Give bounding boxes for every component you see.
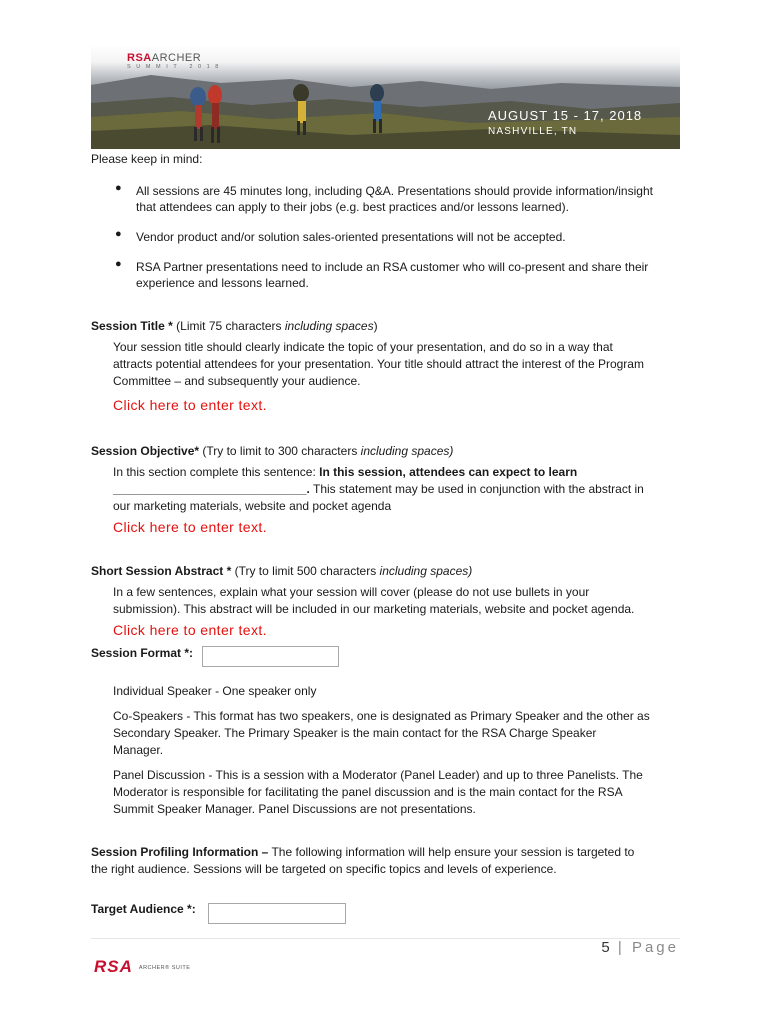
footer-logo-sub: ARCHER® SUITE xyxy=(138,965,191,971)
short-abstract-label: Short Session Abstract * xyxy=(91,564,232,578)
format-option-panel-1: Panel Discussion - This is a session with a Moderator (Panel Leader) and up to three Panelists. The xyxy=(113,768,643,782)
short-abstract-heading xyxy=(91,563,472,580)
session-title-desc-3: Committee – and subsequently your audience. xyxy=(113,374,361,388)
profiling-line-1 xyxy=(91,844,634,861)
session-objective-input[interactable]: Click here to enter text. xyxy=(113,519,267,535)
footer-divider xyxy=(91,938,680,939)
page-number xyxy=(601,939,679,956)
session-title-desc-2: attracts potential attendees for your presentation. Your title should attract the interest of the Program xyxy=(113,357,644,371)
event-location: NASHVILLE, TN xyxy=(488,126,578,137)
session-format-field[interactable] xyxy=(202,646,339,667)
format-option-cospeakers-3: Manager. xyxy=(113,743,164,757)
bullet-icon: ● xyxy=(115,258,122,270)
bullet-icon: ● xyxy=(115,182,122,194)
format-option-individual: Individual Speaker - One speaker only xyxy=(113,684,317,698)
session-objective-note: (Try to limit to 300 characters xyxy=(199,444,361,458)
session-objective-note-italic: including spaces) xyxy=(360,444,454,458)
bullet-3-line-1: RSA Partner presentations need to include an RSA customer who will co-present and share their xyxy=(136,260,649,274)
logo-archer-text: ARCHER xyxy=(151,52,202,64)
bullet-1-line-1: All sessions are 45 minutes long, including Q&A. Presentations should provide information/insight xyxy=(136,184,653,198)
format-option-panel-3: Summit Speaker Manager. Panel Discussions are not presentations. xyxy=(113,802,476,816)
summit-logo xyxy=(127,52,201,64)
objective-blank: _____________________________. xyxy=(113,482,310,496)
session-title-input[interactable]: Click here to enter text. xyxy=(113,397,267,413)
session-objective-desc-1 xyxy=(113,464,577,481)
bullet-icon: ● xyxy=(115,228,122,240)
session-objective-label: Session Objective* xyxy=(91,444,200,458)
format-option-cospeakers-2: Secondary Speaker. The Primary Speaker is the main contact for the RSA Charge Speaker xyxy=(113,726,597,740)
short-abstract-input[interactable]: Click here to enter text. xyxy=(113,622,267,638)
page-word: Page xyxy=(631,939,679,956)
profiling-line-2: the right audience. Sessions will be targeted on specific topics and levels of experience. xyxy=(91,862,557,876)
session-title-desc-1: Your session title should clearly indicate the topic of your presentation, and do so in a way that xyxy=(113,340,613,354)
format-option-panel-2: Moderator is responsible for facilitating the panel discussion and is the main contact for the RSA xyxy=(113,785,623,799)
profiling-label: Session Profiling Information – xyxy=(91,845,269,859)
logo-rsa-text: RSA xyxy=(127,52,152,64)
header-banner xyxy=(91,45,680,149)
session-objective-desc-3: our marketing materials, website and pocket agenda xyxy=(113,499,392,513)
bullet-2-line-1: Vendor product and/or solution sales-oriented presentations will not be accepted. xyxy=(136,230,566,244)
session-title-note: (Limit 75 characters xyxy=(172,319,285,333)
target-audience-field[interactable] xyxy=(208,903,346,924)
logo-summit-text: SUMMIT 2018 xyxy=(127,64,224,70)
short-abstract-desc-1: In a few sentences, explain what your session will cover (please do not use bullets in your xyxy=(113,585,590,599)
bullet-3-line-2: experience and lessons learned. xyxy=(136,276,309,290)
objective-desc-plain: In this section complete this sentence: xyxy=(113,465,320,479)
event-dates: AUGUST 15 - 17, 2018 xyxy=(488,108,643,123)
target-audience-label: Target Audience *: xyxy=(91,902,196,916)
footer-logo-rsa: RSA xyxy=(94,957,133,976)
profiling-text: The following information will help ensure your session is targeted to xyxy=(268,845,635,859)
objective-desc-rest: This statement may be used in conjunction with the abstract in xyxy=(309,482,644,496)
session-title-label: Session Title * xyxy=(91,319,173,333)
footer-logo xyxy=(94,957,190,977)
objective-desc-bold: In this session, attendees can expect to learn xyxy=(319,465,578,479)
short-abstract-note-italic: including spaces) xyxy=(379,564,473,578)
session-title-heading xyxy=(91,318,378,335)
page-separator: | xyxy=(610,939,632,956)
format-option-cospeakers-1: Co-Speakers - This format has two speakers, one is designated as Primary Speaker and the other as xyxy=(113,709,650,723)
page-number-value: 5 xyxy=(601,939,611,956)
short-abstract-desc-2: submission). This abstract will be included in our marketing materials, website and pocket agenda. xyxy=(113,602,635,616)
intro-heading: Please keep in mind: xyxy=(91,152,203,166)
session-objective-heading xyxy=(91,443,453,460)
session-title-note-end: ) xyxy=(373,319,378,333)
session-title-note-italic: including spaces xyxy=(284,319,374,333)
session-objective-desc-2 xyxy=(113,481,644,498)
short-abstract-note: (Try to limit 500 characters xyxy=(231,564,380,578)
session-format-label: Session Format *: xyxy=(91,646,194,660)
bullet-1-line-2: that attendees can apply to their jobs (e.g. best practices and/or lessons learned). xyxy=(136,200,569,214)
